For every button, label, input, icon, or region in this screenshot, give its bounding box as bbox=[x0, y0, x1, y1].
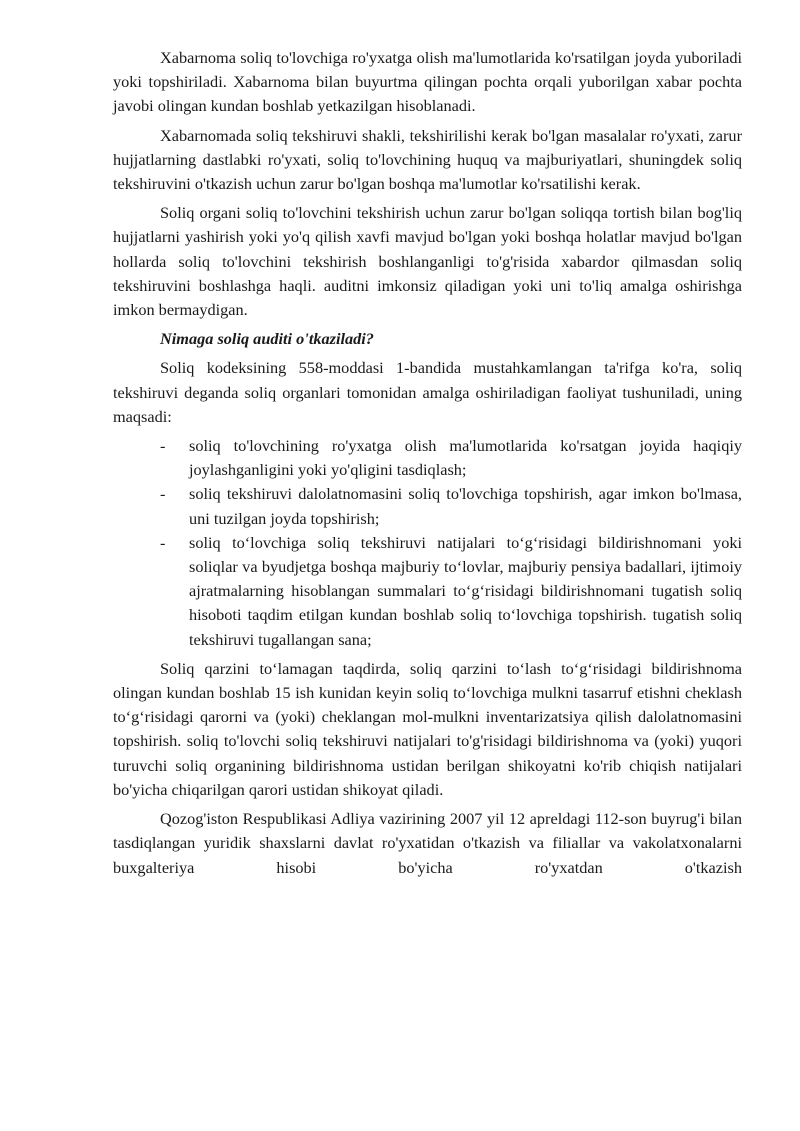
paragraph-unannounced-audit: Soliq organi soliq to'lovchini tekshirish uchun zarur bo'lgan soliqqa tortish bilan bog'liq hujjatlarni yashirish yoki yo'q qilish xavfi mavjud bo'lgan yoki boshqa holatlar mavjud bo'lgan hollarda soliq to'lovchini tekshirish boshlanganligi to'g'risida xabardor qilmasdan soliq tekshiruvini boshlashga haqli. auditni imkonsiz qiladigan yoki uni to'liq amalga oshirishga imkon bermaydigan. bbox=[113, 203, 742, 320]
document-page bbox=[113, 46, 742, 885]
paragraph-notice-delivery: Xabarnoma soliq to'lovchiga ro'yxatga olish ma'lumotlarida ko'rsatilgan joyda yuboriladi yoki topshiriladi. Xabarnoma bilan buyurtma qilingan pochta orqali yuborilgan xabar pochta javobi olingan kundan boshlab yetkazilgan hisoblanadi. bbox=[113, 48, 742, 116]
list-dash-marker: - bbox=[160, 484, 166, 504]
paragraph-notice-contents: Xabarnomada soliq tekshiruvi shakli, tekshirilishi kerak bo'lgan masalalar ro'yxati, zarur hujjatlarning dastlabki ro'yxati, soliq to'lovchining huquq va majburiyatlari, shuningdek soliq tekshiruvini o'tkazish uchun zarur bo'lgan boshqa ma'lumotlar ko'rsatilishi kerak. bbox=[113, 125, 742, 194]
paragraph-tax-debt: Soliq qarzini to‘lamagan taqdirda, soliq qarzini to‘lash to‘g‘risidagi bildirishnoma olingan kundan boshlab 15 ish kunidan keyin soliq to‘lovchiga mulkni tasarruf etishni cheklash to‘g‘risidagi qarorni va (yoki) cheklangan mol-mulkni inventarizatsiya qilish dalolatnomasini topshirish. soliq to'lovchi soliq tekshiruvi natijalari to'g'risidagi bildirishnoma va (yoki) yuqori turuvchi soliq organining bildirishnoma ustidan berilgan shikoyatni ko'rib chiqish natijalari bo'yicha chiqarilgan qarori ustidan shikoyat qiladi. bbox=[113, 658, 742, 799]
list-item-text: soliq to'lovchining ro'yxatga olish ma'lumotlarida ko'rsatgan joyida haqiqiy joylashganligini yoki yo'qligini tasdiqlash; bbox=[189, 436, 742, 480]
audit-purpose-list bbox=[113, 434, 742, 652]
list-dash-marker: - bbox=[160, 436, 166, 456]
list-item bbox=[113, 482, 742, 530]
paragraph-audit-definition: Soliq kodeksining 558-moddasi 1-bandida mustahkamlangan ta'rifga ko'ra, soliq tekshiruvi deganda soliq organlari tomonidan amalga oshiriladigan faoliyat tushuniladi, uning maqsadi: bbox=[113, 358, 742, 426]
list-item-text: soliq tekshiruvi dalolatnomasini soliq to'lovchiga topshirish, agar imkon bo'lmasa, uni tuzilgan joyda topshirish; bbox=[189, 484, 742, 528]
list-item bbox=[113, 434, 742, 482]
list-item bbox=[113, 531, 742, 652]
list-dash-marker: - bbox=[160, 532, 166, 552]
paragraph-registration-order: Qozog'iston Respublikasi Adliya vazirining 2007 yil 12 apreldagi 112-son buyrug'i bilan tasdiqlangan yuridik shaxslarni davlat ro'yxatidan o'tkazish va filiallar va vakolatxonalarni buxgalteriya hisobi bo'yicha ro'yxatdan o'tkazish bbox=[113, 809, 742, 877]
list-item-text: soliq to‘lovchiga soliq tekshiruvi natijalari to‘g‘risidagi bildirishnomani yoki soliqlar va byudjetga boshqa majburiy to‘lovlar, majburiy pensiya badallari, ijtimoiy ajratmalarning hisoblangan summalari to‘g‘risidagi bildirishnomani tugatish soliq hisoboti taqdim etilgan kundan boshlab soliq to‘lovchiga topshirish. tugatish soliq tekshiruvi tugallangan sana; bbox=[189, 532, 742, 649]
section-heading: Nimaga soliq auditi o'tkaziladi? bbox=[160, 329, 374, 349]
